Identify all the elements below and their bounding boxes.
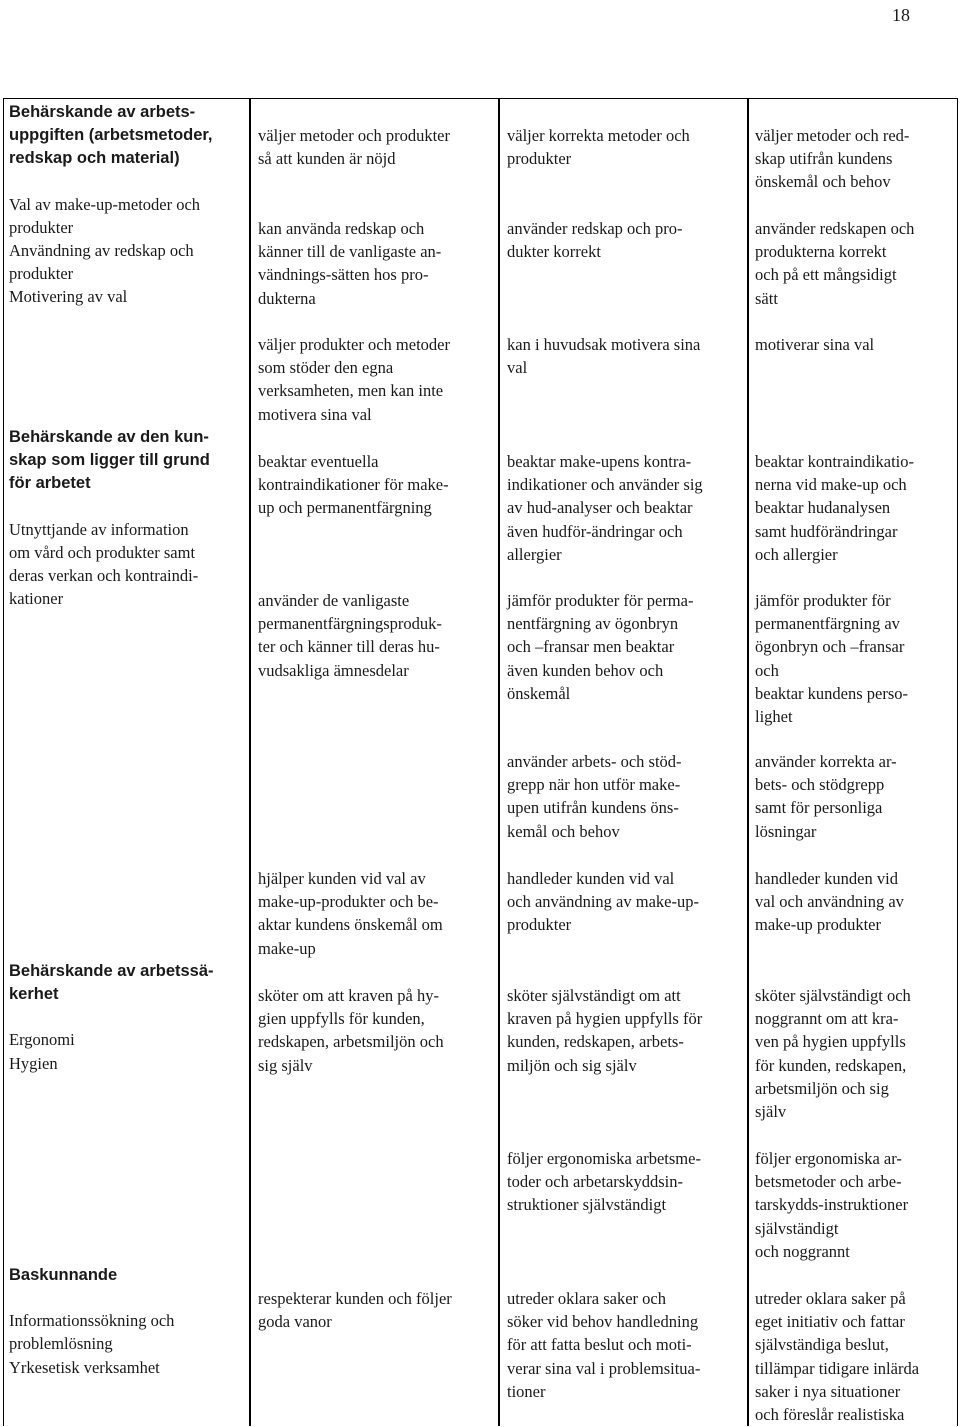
criterion-cell: använder redskap och pro- dukter korrekt <box>507 219 683 262</box>
criterion-cell: respekterar kunden och följer goda vanor <box>258 1289 452 1332</box>
section-heading: Behärskande av arbetssä- kerhet <box>9 962 214 1004</box>
criterion-cell: jämför produkter för perma- nentfärgning av ögonbryn och –fransar men beaktar även kunden behov och önskemål <box>507 591 694 703</box>
section-work-safety <box>9 960 244 1075</box>
criterion-cell: beaktar eventuella kontraindikationer för make- up och permanentfärgning <box>258 452 449 518</box>
section-items: Ergonomi Hygien <box>9 1030 75 1073</box>
page-number: 18 <box>892 5 910 25</box>
column-divider <box>498 98 500 1426</box>
column-divider <box>249 98 251 1426</box>
criterion-cell: beaktar make-upens kontra- indikationer och använder sig av hud-analyser och beaktar även hudför-ändringar och allergier <box>507 452 703 564</box>
criterion-cell: väljer metoder och red- skap utifrån kundens önskemål och behov <box>755 126 910 192</box>
criterion-cell: hjälper kunden vid val av make-up-produkter och be- aktar kundens önskemål om make-up <box>258 869 443 958</box>
section-items: Informationssökning och problemlösning Yrkesetisk verksamhet <box>9 1311 175 1377</box>
criterion-cell: utreder oklara saker på eget initiativ och fattar självständiga beslut, tillämpar tidigare inlärda saker i nya situationer och föreslår realistiska <box>755 1289 920 1425</box>
criterion-cell: sköter om att kraven på hy- gien uppfylls för kunden, redskapen, arbetsmiljön och sig själv <box>258 986 444 1075</box>
criterion-cell: sköter självständigt om att kraven på hygien uppfylls för kunden, redskapen, arbets- miljön och sig själv <box>507 986 703 1075</box>
column-divider <box>747 98 749 1426</box>
criterion-cell: handleder kunden vid val och användning av make-up produkter <box>755 869 904 935</box>
criterion-cell: handleder kunden vid val och användning av make-up- produkter <box>507 869 699 935</box>
criterion-cell: beaktar kontraindikatio- nerna vid make-up och beaktar hudanalysen samt hudförändringar och allergier <box>755 452 914 564</box>
criterion-cell: använder redskapen och produkterna korrekt och på ett mångsidigt sätt <box>755 219 915 308</box>
criterion-cell: väljer metoder och produkter så att kunden är nöjd <box>258 126 450 169</box>
criterion-cell: kan använda redskap och känner till de vanligaste an- vändnings-sätten hos pro- dukterna <box>258 219 442 308</box>
section-items: Val av make-up-metoder och produkter Användning av redskap och produkter Motivering av val <box>9 194 201 307</box>
criterion-cell: väljer produkter och metoder som stöder den egna verksamheten, men kan inte motivera sina val <box>258 335 450 424</box>
criterion-cell: jämför produkter för permanentfärgning av ögonbryn och –fransar och beaktar kundens perso- lighet <box>755 591 909 727</box>
criterion-cell: utreder oklara saker och söker vid behov handledning för att fatta beslut och moti- verar sina val i problemsitua- tioner <box>507 1289 701 1401</box>
criterion-cell: använder de vanligaste permanentfärgningsproduk- ter och känner till deras hu- vudsakliga ämnesdelar <box>258 591 442 680</box>
criterion-cell: använder korrekta ar- bets- och stödgrepp samt för personliga lösningar <box>755 752 897 841</box>
section-heading: Behärskande av den kun- skap som ligger till grund för arbetet <box>9 428 210 493</box>
section-core-skills <box>9 1264 244 1379</box>
criterion-cell: använder arbets- och stöd- grepp när hon utför make- upen utifrån kundens öns- kemål och behov <box>507 752 682 841</box>
section-heading: Baskunnande <box>9 1266 118 1284</box>
criterion-cell: kan i huvudsak motivera sina val <box>507 335 701 378</box>
criterion-cell: väljer korrekta metoder och produkter <box>507 126 690 169</box>
criterion-cell: följer ergonomiska arbetsme- toder och arbetarskyddsin- struktioner självständigt <box>507 1149 701 1215</box>
section-work-task <box>9 101 244 309</box>
section-knowledge <box>9 426 244 610</box>
criterion-cell: motiverar sina val <box>755 335 875 354</box>
criterion-cell: sköter självständigt och noggrannt om att kra- ven på hygien uppfylls för kunden, redskapen, arbetsmiljön och sig själv <box>755 986 911 1122</box>
criterion-cell: följer ergonomiska ar- betsmetoder och arbe- tarskydds-instruktioner självständigt och noggrannt <box>755 1149 909 1261</box>
section-heading: Behärskande av arbets- uppgiften (arbetsmetoder, redskap och material) <box>9 103 213 168</box>
section-items: Utnyttjande av information om vård och produkter samt deras verkan och kontraindi- kationer <box>9 519 199 609</box>
